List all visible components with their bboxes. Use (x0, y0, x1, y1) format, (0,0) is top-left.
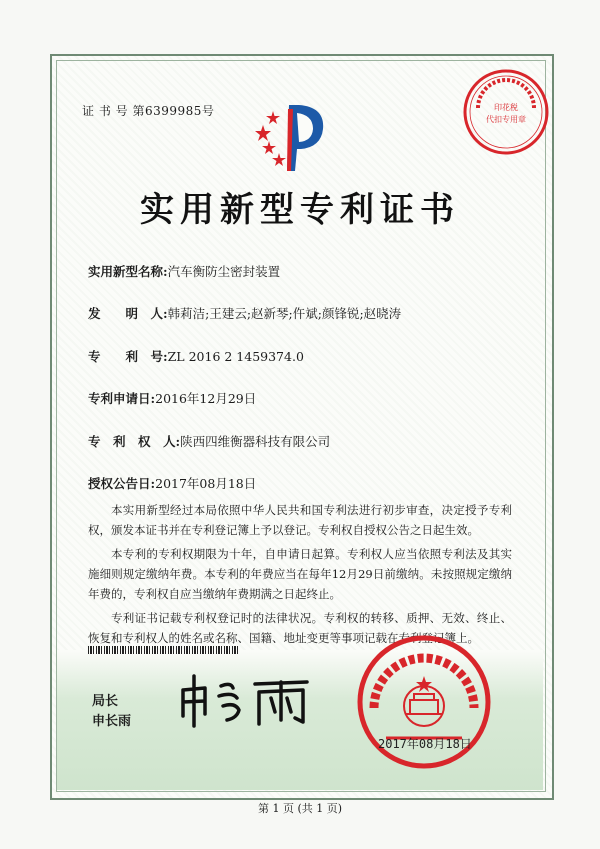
tax-agency-seal (462, 68, 550, 156)
field-value: ZL 2016 2 1459374.0 (167, 349, 304, 364)
field-grant-date (88, 474, 256, 492)
field-patent-number (88, 347, 304, 365)
director-signature (175, 670, 315, 730)
field-value: 2017年08月18日 (155, 476, 257, 491)
body-paragraph: 本专利的专利权期限为十年，自申请日起算。专利权人应当依照专利法及其实施细则规定缴纳年费。本专利的年费应当在每年12月29日前缴纳。未按照规定缴纳年费的，专利权自应当缴纳年费期满之日起终止。 (88, 547, 512, 601)
field-inventors (88, 304, 401, 322)
field-value: 陕西四维衡器科技有限公司 (180, 434, 331, 449)
field-label: 发 明 人: (88, 306, 168, 321)
field-label: 授权公告日: (88, 476, 156, 491)
director-name: 申长雨 (92, 714, 132, 729)
field-utility-name (88, 262, 280, 280)
page-number: 第 1 页 (共 1 页) (257, 802, 343, 815)
certificate-title: 实用新型专利证书 (140, 190, 460, 230)
body-paragraph: 本实用新型经过本局依照中华人民共和国专利法进行初步审查，决定授予专利权，颁发本证书并在专利登记簿上予以登记。专利权自授权公告之日起生效。 (88, 503, 512, 537)
svg-text:印花税: 印花税 (494, 103, 518, 112)
svg-text:代扣专用章: 代扣专用章 (486, 115, 526, 124)
field-label: 专 利 号: (88, 349, 168, 364)
body-paragraph: 专利证书记载专利权登记时的法律状况。专利权的转移、质押、无效、终止、恢复和专利权人的姓名或名称、国籍、地址变更等事项记载在专利登记簿上。 (88, 611, 512, 645)
patent-office-logo (255, 95, 335, 175)
director-title: 局长 (92, 694, 119, 709)
certificate-number: 证 书 号 第6399985号 (82, 104, 215, 118)
field-label: 专 利 权 人: (88, 434, 181, 449)
field-patentee (88, 432, 330, 450)
field-application-date (88, 389, 256, 407)
field-value: 韩莉洁;王建云;赵新琴;仵斌;颜锋锐;赵晓涛 (167, 306, 402, 321)
field-value: 汽车衡防尘密封装置 (167, 264, 281, 279)
certificate-body (88, 500, 512, 652)
field-label: 专利申请日: (88, 391, 156, 406)
field-value: 2016年12月29日 (155, 391, 257, 406)
field-label: 实用新型名称: (88, 264, 168, 279)
barcode (88, 646, 238, 654)
issue-date-stamp: 2017年08月18日 (378, 737, 472, 751)
